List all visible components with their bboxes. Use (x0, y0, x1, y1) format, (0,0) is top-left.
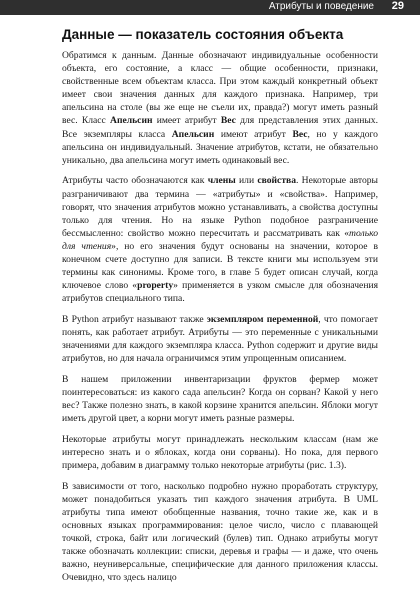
running-header-title: Атрибуты и поведение (268, 1, 374, 12)
paragraph-2: Атрибуты часто обозначаются как члены или свойства. Некоторые авторы разграничивают два термина — «атрибуты» и «свойства». Например, говорят, что значения атрибутов можно устанавливать, а свойства доступны только для чтения. Но на языке Python подобное разграничение бессмысленно: свойство можно пересчитать и рассматривать как «только для чтения», но его значения будут основаны на значении, которое в конечном счете доступно для записи. В тексте книги мы используем эти термины как синонимы. Кроме того, в главе 5 будет описан случай, когда ключевое слово «property» применяется в узком смысле для обозначения атрибутов специального типа. (62, 175, 379, 305)
page-number: 29 (391, 0, 404, 12)
paragraph-1: Обратимся к данным. Данные обозначают индивидуальные особенности объекта, его состояние, а класс — общие особенности, признаки, свойственные всем объектам класса. При этом каждый конкретный объект имеет свои значения данных для каждого признака. Например, три апельсина на столе (вы же еще не съели их, правда?) могут иметь разный вес. Класс Апельсин имеет атрибут Вес для представления этих данных. Все экземпляры класса Апельсин имеют атрибут Вес, но у каждого апельсина он индивидуальный. Значение атрибутов, кстати, не обязательно уникально, два апельсина могут иметь одинаковый вес. (62, 50, 378, 166)
running-header (0, 0, 420, 15)
paragraph-3: В Python атрибут называют также экземпляром переменной, что помогает понять, как работает атрибут. Атрибуты — это переменные с уникальными значениями для каждого экземпляра класса. Python содержит и другие виды атрибутов, но для начала ограничимся этим упрощенным описанием. (62, 313, 378, 365)
paragraph-6: В зависимости от того, насколько подробно нужно проработать структуру, может понадобиться указать тип каждого значения атрибута. В UML атрибуты типа имеют обобщенные названия, точно такие же, как и в основных языках программирования: целое число, число с плавающей точкой, строка, байт или логический (булев) тип. Однако атрибуты могут также обозначать коллекции: списки, деревья и графы — и даже, что очень важно, неуниверсальные, специфические для данного приложения классы. Очевидно, что здесь налицо (62, 480, 378, 584)
section-heading: Данные — показатель состояния объекта (62, 27, 344, 42)
body-text (62, 49, 378, 592)
paragraph-4: В нашем приложении инвентаризации фруктов фермер может поинтересоваться: из какого сада апельсин? Когда он сорван? Какой у него вес? Также полезно знать, в какой корзине хранится апельсин. Яблоки могут иметь другой цвет, а корни могут иметь разные размеры. (62, 373, 378, 425)
paragraph-5: Некоторые атрибуты могут принадлежать нескольким классам (нам же интересно знать и о яблоках, когда они сорваны). Но пока, для первого примера, добавим в диаграмму только некоторые атрибуты (рис. 1.3). (62, 433, 378, 472)
